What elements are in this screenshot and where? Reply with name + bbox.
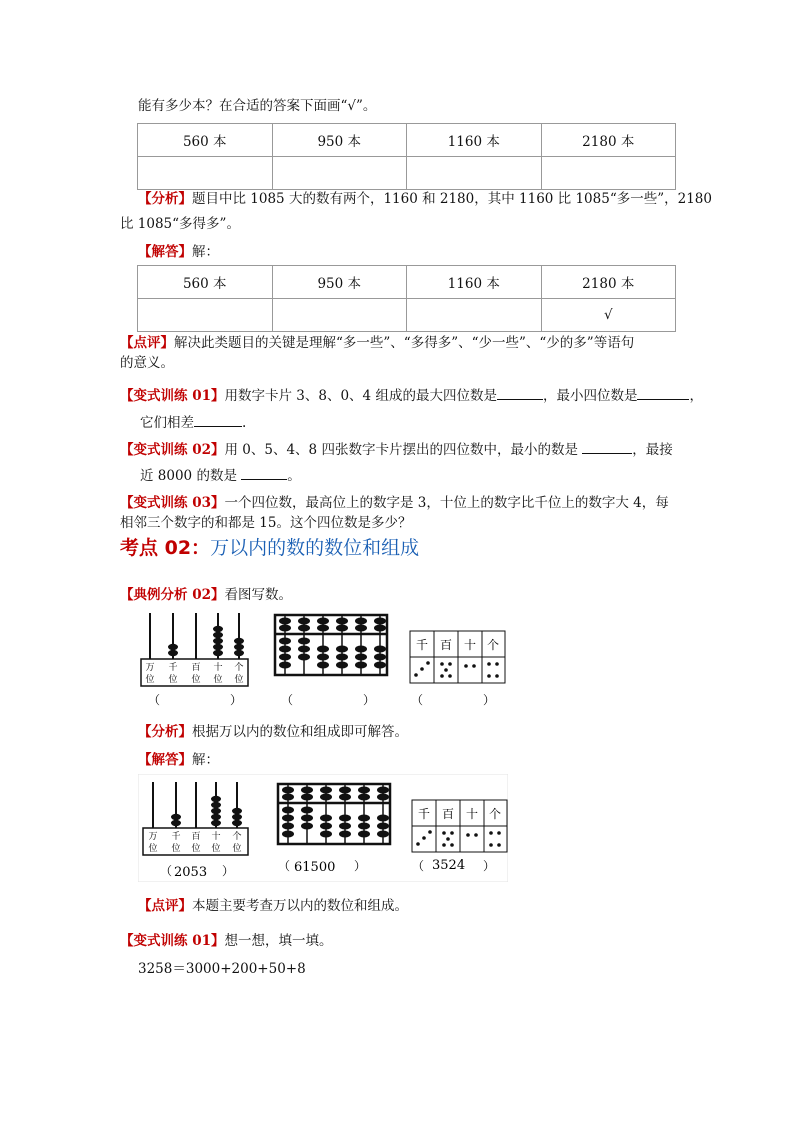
answer-2-line	[138, 748, 219, 768]
comment-line-1	[120, 331, 634, 351]
table-header-cell: 950 本	[272, 124, 407, 157]
answer-table-1	[137, 123, 676, 190]
comment-tag: 【点评】	[138, 898, 192, 914]
comment-text: 本题主要考查万以内的数位和组成。	[192, 898, 408, 914]
svg-text:个: 个	[486, 638, 500, 652]
svg-text:百: 百	[439, 638, 453, 652]
exercise-3-line-2: 相邻三个数字的和都是 15。这个四位数是多少？	[120, 515, 412, 531]
answer-value: 3524	[432, 858, 466, 873]
svg-text:个: 个	[232, 832, 242, 842]
exercise-text: 一个四位数，最高位上的数字是 3，十位上的数字比千位上的数字大 4，每	[224, 495, 669, 511]
svg-text:千: 千	[415, 638, 429, 652]
table-header-cell: 950 本	[272, 266, 407, 299]
exercise-text: 用 0、5、4、8 四张数字卡片摆出的四位数中，最小的数是	[224, 442, 583, 458]
svg-text:千: 千	[168, 663, 178, 673]
svg-text:个: 个	[234, 663, 244, 673]
question-text: 能有多少本？在合适的答案下面画“√”。	[138, 98, 377, 114]
svg-text:位: 位	[213, 675, 223, 685]
table-header-cell: 2180 本	[541, 266, 676, 299]
svg-text:）: ）	[222, 864, 235, 878]
analysis-line-1	[138, 187, 712, 207]
table-cell	[138, 299, 273, 332]
svg-text:位: 位	[232, 844, 242, 854]
table-header-cell: 560 本	[138, 124, 273, 157]
svg-text:十: 十	[463, 638, 477, 652]
table-cell	[407, 299, 542, 332]
svg-text:）: ）	[363, 693, 376, 707]
exercise-text: ，最小四位数是	[542, 388, 638, 404]
table-header-cell: 2180 本	[541, 124, 676, 157]
svg-text:十: 十	[465, 807, 479, 821]
answer-tag: 【解答】	[138, 244, 192, 260]
exercise-2-line-1	[120, 438, 673, 458]
table-header-cell: 1160 本	[407, 124, 542, 157]
analysis-2-line	[138, 720, 408, 740]
svg-text:）: ）	[230, 693, 243, 707]
table-cell	[541, 157, 676, 190]
exercise-1-line-2	[140, 411, 246, 431]
digit-card-grid	[410, 631, 505, 707]
example-tag: 【典例分析 02】	[120, 587, 225, 603]
answer-line	[138, 240, 219, 260]
answer-blank[interactable]	[637, 386, 689, 400]
answer-text: 解：	[192, 244, 219, 260]
svg-text:万: 万	[145, 663, 155, 673]
figure-answer	[138, 774, 508, 886]
table-row	[138, 299, 676, 332]
heading-prefix: 考点 02：	[120, 537, 211, 559]
svg-text:百: 百	[441, 807, 455, 821]
table-cell	[272, 157, 407, 190]
exercise-text: 近 8000 的数是	[140, 468, 242, 484]
exercise-4-line	[120, 929, 333, 949]
svg-text:）: ）	[483, 693, 496, 707]
svg-text:位: 位	[211, 844, 221, 854]
svg-text:十: 十	[213, 663, 223, 673]
analysis-text: 题目中比 1085 大的数有两个，1160 和 2180，其中 1160 比 1085“多一些”，2180	[192, 191, 712, 207]
answer-text: 解：	[192, 752, 219, 768]
comment-2-line	[138, 894, 408, 914]
answer-blank[interactable]	[582, 440, 632, 454]
section-heading	[120, 533, 419, 560]
svg-text:位: 位	[168, 675, 178, 685]
answer-blank[interactable]	[241, 466, 287, 480]
answer-table-2	[137, 265, 676, 332]
exercise-text: 它们相差	[140, 415, 194, 431]
answer-value: 61500	[294, 860, 336, 875]
svg-text:位: 位	[145, 675, 155, 685]
exercise-text: ，最接	[632, 442, 673, 458]
table-cell	[407, 157, 542, 190]
svg-text:（: （	[148, 693, 161, 707]
analysis-tag: 【分析】	[138, 724, 192, 740]
heading-text: 万以内的数的数位和组成	[210, 537, 420, 559]
table-header-row	[138, 266, 676, 299]
exercise-1-line-1	[120, 384, 703, 404]
suanpan-abacus	[275, 615, 387, 707]
table-row	[138, 157, 676, 190]
answer-blank[interactable]	[194, 413, 242, 427]
abacus-counter	[141, 613, 248, 707]
exercise-2-line-2	[140, 464, 301, 484]
figure-question	[138, 605, 506, 715]
svg-text:十: 十	[211, 832, 221, 842]
svg-text:（: （	[412, 859, 425, 873]
svg-text:千: 千	[417, 807, 431, 821]
svg-text:位: 位	[171, 844, 181, 854]
svg-text:（: （	[411, 693, 424, 707]
svg-text:（: （	[278, 859, 291, 873]
table-cell	[138, 157, 273, 190]
answer-value: 2053	[174, 865, 208, 880]
figure-answer-svg	[138, 774, 508, 882]
svg-text:千: 千	[171, 832, 181, 842]
svg-text:）: ）	[483, 859, 496, 873]
comment-line-2: 的意义。	[120, 355, 174, 371]
exercise-text: ，	[689, 388, 703, 404]
exercise-text: 用数字卡片 3、8、0、4 组成的最大四位数是	[224, 388, 497, 404]
example-line	[120, 583, 292, 603]
table-header-row	[138, 124, 676, 157]
svg-text:百: 百	[191, 832, 201, 842]
table-header-cell: 1160 本	[407, 266, 542, 299]
svg-text:位: 位	[191, 844, 201, 854]
figure-question-svg	[138, 605, 506, 711]
answer-tag: 【解答】	[138, 752, 192, 768]
exercise-tag: 【变式训练 03】	[120, 495, 225, 511]
exercise-text: .	[242, 415, 247, 431]
svg-text:（: （	[160, 864, 173, 878]
exercise-3-line-1	[120, 491, 669, 511]
answer-blank[interactable]	[497, 386, 543, 400]
table-header-cell: 560 本	[138, 266, 273, 299]
table-cell	[272, 299, 407, 332]
svg-text:万: 万	[148, 832, 158, 842]
analysis-text: 根据万以内的数位和组成即可解答。	[192, 724, 408, 740]
exercise-tag: 【变式训练 01】	[120, 933, 225, 949]
svg-text:位: 位	[234, 675, 244, 685]
svg-text:个: 个	[488, 807, 502, 821]
exercise-text: 想一想，填一填。	[224, 933, 333, 949]
svg-text:位: 位	[148, 844, 158, 854]
comment-tag: 【点评】	[120, 335, 174, 351]
equation-line: 3258＝3000+200+50+8	[138, 961, 306, 977]
example-text: 看图写数。	[224, 587, 292, 603]
comment-text: 解决此类题目的关键是理解“多一些”、“多得多”、“少一些”、“少的多”等语句	[174, 335, 635, 351]
svg-text:）: ）	[354, 859, 367, 873]
table-cell: √	[541, 299, 676, 332]
exercise-tag: 【变式训练 01】	[120, 388, 225, 404]
exercise-tag: 【变式训练 02】	[120, 442, 225, 458]
analysis-line-2: 比 1085“多得多”。	[120, 216, 240, 232]
svg-text:位: 位	[191, 675, 201, 685]
exercise-text: 。	[287, 468, 301, 484]
svg-text:（: （	[281, 693, 294, 707]
analysis-tag: 【分析】	[138, 191, 192, 207]
svg-text:百: 百	[191, 663, 201, 673]
